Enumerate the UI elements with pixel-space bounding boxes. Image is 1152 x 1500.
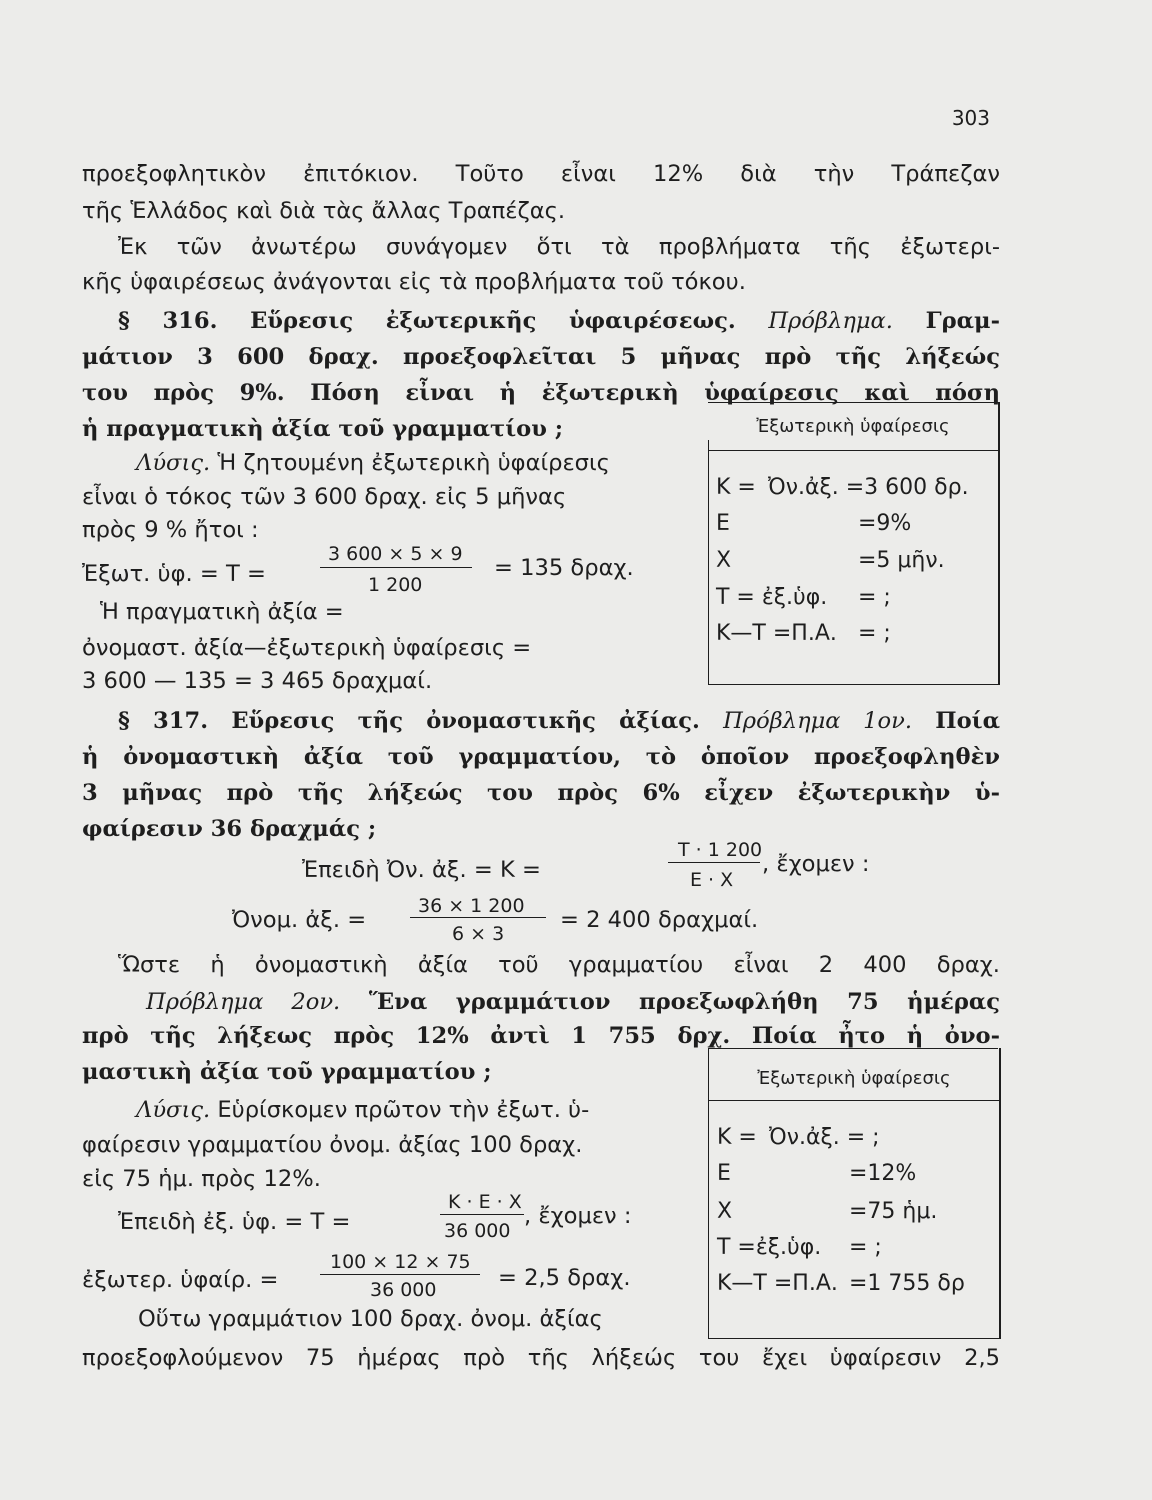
- table-row-value: = ;: [849, 1235, 882, 1260]
- table-top-border: [708, 402, 1000, 403]
- solution-label: Λύσις.: [136, 1097, 211, 1123]
- problem-label: Πρόβλημα 1ον.: [723, 708, 912, 734]
- text-line: πρὸς 9 % ἤτοι :: [82, 517, 259, 543]
- table-row-key: Χ: [717, 1199, 733, 1224]
- table-title: Ἐξωτερικὴ ὑφαίρεσις: [756, 416, 950, 437]
- text-line: εἰς 75 ἡμ. πρὸς 12%.: [82, 1166, 321, 1192]
- text-line: κῆς ὑφαιρέσεως ἀνάγονται εἰς τὰ προβλήματα τοῦ τόκου.: [82, 269, 746, 295]
- text-fragment: Γραμ-: [925, 308, 1000, 334]
- equation-lhs: Ἐπειδὴ Ὀν. ἀξ. = Κ =: [302, 857, 541, 883]
- text-fragment: Ἕνα γραμμάτιον προεξωφλήθη 75 ἡμέρας: [368, 989, 1000, 1015]
- table-row-value: =1 755 δρ: [849, 1271, 965, 1296]
- equation-rhs: = 2,5 δραχ.: [498, 1265, 631, 1291]
- table-row-key: Τ = ἐξ.ὑφ.: [716, 585, 828, 610]
- solution-line: [136, 449, 610, 477]
- fraction-numerator: 36 × 1 200: [418, 895, 525, 917]
- fraction-bar: [668, 862, 760, 863]
- text-fragment: Ποία: [935, 708, 1000, 734]
- table-row-value: = ;: [858, 621, 891, 646]
- text-line: προεξοφλητικὸν ἐπιτόκιον. Τοῦτο εἶναι 12% διὰ τὴν Τράπεζαν: [82, 161, 1000, 187]
- text-line: φαίρεσιν 36 δραχμάς ;: [82, 816, 377, 842]
- table-row-value: = ;: [858, 585, 891, 610]
- table-row-key: Κ—Τ =Π.Α.: [717, 1271, 838, 1296]
- table-row-value: =9%: [858, 511, 912, 536]
- problem-label: Πρόβλημα.: [768, 308, 893, 334]
- table-row-key: Ε: [716, 511, 730, 536]
- solution-line: [136, 1096, 589, 1124]
- fraction-bar: [440, 1214, 524, 1215]
- text-line: ἡ πραγματικὴ ἀξία τοῦ γραμματίου ;: [82, 416, 564, 442]
- section-317-heading: [118, 707, 1000, 735]
- table-row-value: =5 μῆν.: [858, 548, 945, 573]
- text-line: μάτιον 3 600 δραχ. προεξοφλεῖται 5 μῆνας πρὸ τῆς λήξεώς: [82, 344, 1000, 370]
- section-title: § 316. Εὕρεσις ἐξωτερικῆς ὑφαιρέσεως.: [118, 308, 736, 334]
- text-line: προεξοφλούμενον 75 ἡμέρας πρὸ τῆς λήξεώς του ἔχει ὑφαίρεσιν 2,5: [82, 1345, 1000, 1371]
- text-line: 3 μῆνας πρὸ τῆς λήξεώς του πρὸς 6% εἶχεν ἐξωτερικὴν ὑ-: [82, 780, 1000, 806]
- table-title: Ἐξωτερικὴ ὑφαίρεσις: [757, 1068, 951, 1089]
- solution-label: Λύσις.: [136, 450, 211, 476]
- text-line: Ἐκ τῶν ἀνωτέρω συνάγομεν ὅτι τὰ προβλήματα τῆς ἐξωτερι-: [118, 234, 1000, 260]
- section-title: § 317. Εὕρεσις τῆς ὀνομαστικῆς ἀξίας.: [118, 708, 700, 734]
- text-line: Ἡ πραγματικὴ ἀξία =: [100, 599, 344, 625]
- text-fragment: Ἡ ζητουμένη ἐξωτερικὴ ὑφαίρεσις: [217, 450, 610, 476]
- fraction-bar: [320, 1274, 480, 1275]
- fraction-denominator: 1 200: [368, 574, 423, 596]
- equation-rhs: , ἔχομεν :: [524, 1203, 632, 1229]
- equation-lhs: Ἐξωτ. ὑφ. = Τ =: [82, 561, 266, 587]
- text-line: τῆς Ἑλλάδος καὶ διὰ τὰς ἄλλας Τραπέζας.: [82, 198, 566, 224]
- external-discount-table: [708, 1048, 1001, 1339]
- text-line: 3 600 — 135 = 3 465 δραχμαί.: [82, 668, 433, 694]
- table-row-value: =75 ἡμ.: [849, 1199, 938, 1224]
- text-line: Οὕτω γραμμάτιον 100 δραχ. ὀνομ. ἀξίας: [138, 1306, 603, 1332]
- fraction-denominator: 36 000: [444, 1220, 511, 1242]
- equation-lhs: ἐξωτερ. ὑφαίρ. =: [82, 1267, 279, 1293]
- equation-lhs: Ὀνομ. ἀξ. =: [232, 907, 367, 933]
- fraction-numerator: Κ · Ε · Χ: [448, 1191, 522, 1213]
- table-row-key: Κ—Τ =Π.Α.: [716, 621, 837, 646]
- table-row-value: =12%: [849, 1161, 917, 1186]
- fraction-bar: [410, 917, 546, 918]
- text-line: πρὸ τῆς λήξεως πρὸς 12% ἀντὶ 1 755 δρχ. Ποία ἦτο ἡ ὀνο-: [82, 1023, 1000, 1049]
- fraction-denominator: Ε · Χ: [690, 869, 734, 891]
- text-fragment: Εὑρίσκομεν πρῶτον τὴν ἐξωτ. ὑ-: [217, 1097, 590, 1123]
- equation-rhs: = 2 400 δραχμαί.: [560, 907, 759, 933]
- text-line: ὀνομαστ. ἀξία—ἐξωτερικὴ ὑφαίρεσις =: [82, 635, 532, 661]
- equation-rhs: , ἔχομεν :: [762, 851, 870, 877]
- fraction-denominator: 36 000: [370, 1279, 437, 1301]
- table-left-border: [708, 440, 709, 684]
- table-row-key: Χ: [716, 548, 732, 573]
- text-line: του πρὸς 9%. Πόση εἶναι ἡ ἐξωτερικὴ ὑφαίρεσις καὶ πόση: [82, 380, 1000, 406]
- table-divider: [709, 1100, 999, 1101]
- equation-rhs: = 135 δραχ.: [494, 555, 634, 581]
- text-line: φαίρεσιν γραμματίου ὀνομ. ἀξίας 100 δραχ.: [82, 1132, 583, 1158]
- fraction-bar: [320, 567, 472, 568]
- text-line: Ὥστε ἡ ὀνομαστικὴ ἀξία τοῦ γραμματίου εἶναι 2 400 δραχ.: [118, 952, 1000, 978]
- table-row-value: Ὀν.ἀξ. =3 600 δρ.: [768, 475, 969, 500]
- external-discount-table: [708, 402, 1000, 685]
- fraction-denominator: 6 × 3: [452, 923, 505, 945]
- problem-label: Πρόβλημα 2ον.: [146, 989, 341, 1015]
- fraction-numerator: Τ · 1 200: [678, 839, 763, 861]
- text-line: μαστικὴ ἀξία τοῦ γραμματίου ;: [82, 1059, 492, 1085]
- table-row-key: Κ =: [716, 475, 756, 500]
- table-row-key: Κ =: [717, 1125, 757, 1150]
- equation-lhs: Ἐπειδὴ ἐξ. ὑφ. = Τ =: [118, 1209, 351, 1235]
- table-row-value: Ὀν.ἀξ. = ;: [769, 1125, 880, 1150]
- text-line: εἶναι ὁ τόκος τῶν 3 600 δραχ. εἰς 5 μῆνας: [82, 484, 567, 510]
- problem-2-heading: [146, 988, 1000, 1016]
- text-line: ἡ ὀνομαστικὴ ἀξία τοῦ γραμματίου, τὸ ὁποῖον προεξοφληθὲν: [82, 744, 1000, 770]
- fraction-numerator: 100 × 12 × 75: [330, 1251, 471, 1273]
- fraction-numerator: 3 600 × 5 × 9: [328, 543, 463, 565]
- section-316-heading: [118, 307, 1000, 335]
- table-row-key: Τ =ἐξ.ὑφ.: [717, 1235, 822, 1260]
- table-divider: [708, 450, 998, 451]
- table-row-key: Ε: [717, 1161, 731, 1186]
- page-number: 303: [951, 106, 990, 130]
